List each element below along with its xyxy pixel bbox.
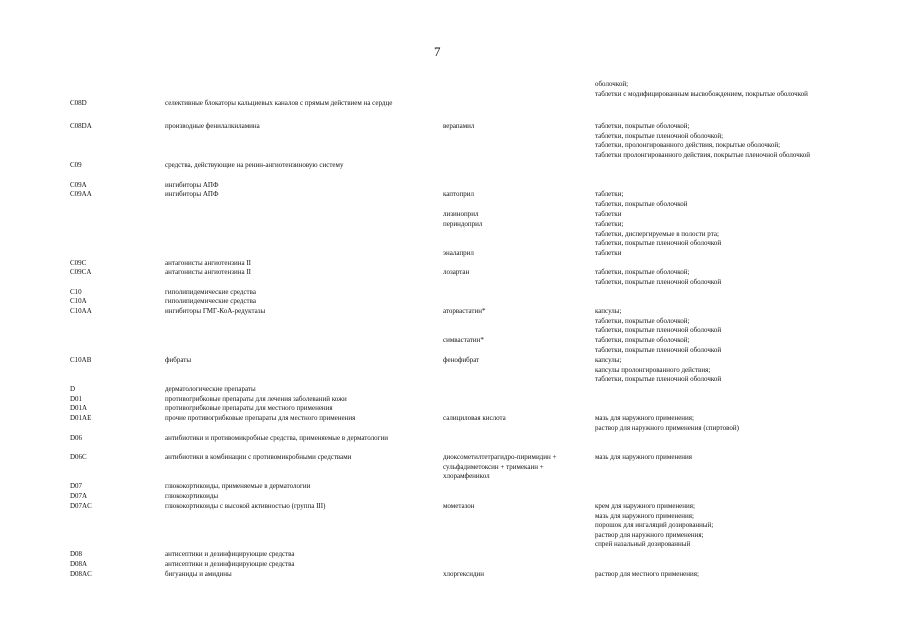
group-name: глюкокортикоиды с высокой активностью (группа III) bbox=[165, 502, 326, 510]
atc-code: C10A bbox=[70, 297, 87, 305]
drug-name: фенофибрат bbox=[443, 356, 480, 364]
dosage-form: таблетки пролонгированного действия, покрытые пленочной оболочкой bbox=[595, 150, 811, 159]
atc-code: C10 bbox=[70, 288, 82, 296]
dosage-form: таблетки с модифицированным высвобождением, покрытые оболочкой bbox=[595, 89, 808, 98]
atc-code: C09C bbox=[70, 259, 87, 267]
dosage-form: раствор для местного применения; bbox=[595, 570, 699, 578]
group-name: гиполипидемические средства bbox=[165, 288, 256, 296]
dosage-form: мазь для наружного применения; bbox=[595, 414, 694, 422]
atc-code: D bbox=[70, 385, 76, 393]
dosage-form: мазь для наружного применения bbox=[595, 453, 693, 461]
dosage-form: таблетки, покрытые оболочкой; bbox=[595, 122, 690, 130]
dosage-form: капсулы; bbox=[595, 307, 622, 315]
dosage-form: таблетки; bbox=[595, 190, 624, 198]
group-name: ингибиторы АПФ bbox=[165, 181, 219, 189]
dosage-form: мазь для наружного применения; bbox=[595, 511, 694, 520]
drug-name: хлоргексидин bbox=[443, 570, 485, 578]
group-name: дерматологические препараты bbox=[165, 385, 256, 393]
group-name: прочие противогрибковые препараты для местного применения bbox=[165, 414, 356, 422]
atc-code: D01AE bbox=[70, 414, 92, 422]
drug-name: салициловая кислота bbox=[443, 414, 506, 422]
dosage-form: таблетки, диспергируемые в полости рта; bbox=[595, 229, 719, 238]
drug-name: каптоприл bbox=[443, 190, 475, 198]
drug-name: эналаприл bbox=[443, 249, 474, 257]
dosage-form: таблетки, покрытые пленочной оболочкой bbox=[595, 326, 722, 335]
drug-name: мометазон bbox=[443, 502, 475, 510]
atc-code: D01A bbox=[70, 404, 88, 412]
atc-code: C10AB bbox=[70, 356, 92, 364]
atc-code: C09AA bbox=[70, 190, 92, 198]
group-name: антисептики и дезинфицирующие средства bbox=[165, 550, 295, 558]
dosage-form: таблетки; bbox=[595, 220, 624, 228]
dosage-form: раствор для наружного применения; bbox=[595, 530, 704, 539]
dosage-form: таблетки, покрытые оболочкой; bbox=[595, 336, 690, 344]
dosage-form: таблетки, покрытые пленочной оболочкой bbox=[595, 277, 722, 286]
atc-code: D06C bbox=[70, 453, 87, 461]
group-name: гиполипидемические средства bbox=[165, 297, 256, 305]
atc-code: D07AC bbox=[70, 502, 92, 510]
group-name: противогрибковые препараты для лечения заболеваний кожи bbox=[165, 395, 347, 403]
atc-code: C09CA bbox=[70, 268, 92, 276]
dosage-form: порошок для ингаляций дозированный; bbox=[595, 521, 714, 530]
dosage-form: капсулы пролонгированного действия; bbox=[595, 365, 711, 374]
dosage-form: оболочкой; bbox=[595, 80, 629, 88]
drug-name: аторвастатин* bbox=[443, 307, 486, 315]
dosage-form: таблетки, покрытые оболочкой bbox=[595, 199, 688, 208]
atc-code: D08A bbox=[70, 560, 88, 568]
dosage-form: таблетки, покрытые пленочной оболочкой bbox=[595, 345, 722, 354]
dosage-form: раствор для наружного применения (спиртовой) bbox=[595, 423, 739, 432]
atc-code: C09 bbox=[70, 161, 82, 169]
dosage-form: таблетки, покрытые пленочной оболочкой bbox=[595, 239, 722, 248]
drug-name: диоксометилтетрагидро-пиримидин + сульфадиметоксин + тримекаин + хлорамфеникол bbox=[443, 453, 557, 481]
atc-code: D07A bbox=[70, 492, 88, 500]
drug-name: лизиноприл bbox=[443, 210, 479, 218]
dosage-form: таблетки, покрытые оболочкой; bbox=[595, 316, 690, 325]
dosage-form: таблетки, покрытые оболочкой; bbox=[595, 268, 690, 276]
group-name: противогрибковые препараты для местного применения bbox=[165, 404, 333, 412]
dosage-form: таблетки bbox=[595, 210, 622, 218]
group-name: средства, действующие на ренин-ангиотензиновую систему bbox=[165, 161, 344, 169]
atc-code: D08AC bbox=[70, 570, 92, 578]
group-name: селективные блокаторы кальциевых каналов с прямым действием на сердце bbox=[165, 99, 393, 107]
group-name: антагонисты ангиотензина II bbox=[165, 268, 251, 276]
dosage-form: капсулы; bbox=[595, 356, 622, 364]
drug-name: периндоприл bbox=[443, 220, 483, 228]
group-name: антисептики и дезинфицирующие средства bbox=[165, 560, 295, 568]
atc-code: C08D bbox=[70, 99, 87, 107]
dosage-form: спрей назальный дозированный bbox=[595, 540, 691, 549]
atc-code: D01 bbox=[70, 395, 83, 403]
drug-name: симвастатин* bbox=[443, 336, 484, 344]
group-name: антагонисты ангиотензина II bbox=[165, 259, 251, 267]
atc-code: C08DA bbox=[70, 122, 92, 130]
page-number: 7 bbox=[434, 44, 441, 59]
group-name: производные фенилалкиламина bbox=[165, 122, 260, 130]
group-name: глюкокортикоиды, применяемые в дерматологии bbox=[165, 482, 311, 490]
group-name: ингибиторы АПФ bbox=[165, 190, 219, 198]
group-name: бигуаниды и амидины bbox=[165, 570, 232, 578]
atc-code: D08 bbox=[70, 550, 83, 558]
group-name: антибиотики и противомикробные средства, применяемые в дерматологии bbox=[165, 434, 389, 442]
dosage-form: таблетки, пролонгированного действия, покрытые оболочкой; bbox=[595, 141, 781, 150]
group-name: глюкокортикоиды bbox=[165, 492, 219, 500]
group-name: фибраты bbox=[165, 356, 192, 364]
atc-code: C10AA bbox=[70, 307, 92, 315]
dosage-form: таблетки, покрытые пленочной оболочкой; bbox=[595, 131, 724, 140]
atc-code: C09A bbox=[70, 181, 87, 189]
drug-name: верапамил bbox=[443, 122, 475, 130]
dosage-form: крем для наружного применения; bbox=[595, 502, 695, 510]
atc-code: D07 bbox=[70, 482, 83, 490]
dosage-form: таблетки, покрытые пленочной оболочкой bbox=[595, 375, 722, 384]
group-name: ингибиторы ГМГ-КоА-редуктазы bbox=[165, 307, 266, 315]
group-name: антибиотики в комбинации с противомикробными средствами bbox=[165, 453, 352, 461]
atc-code: D06 bbox=[70, 434, 83, 442]
drug-name: лозартан bbox=[443, 268, 470, 276]
dosage-form: таблетки bbox=[595, 249, 622, 257]
